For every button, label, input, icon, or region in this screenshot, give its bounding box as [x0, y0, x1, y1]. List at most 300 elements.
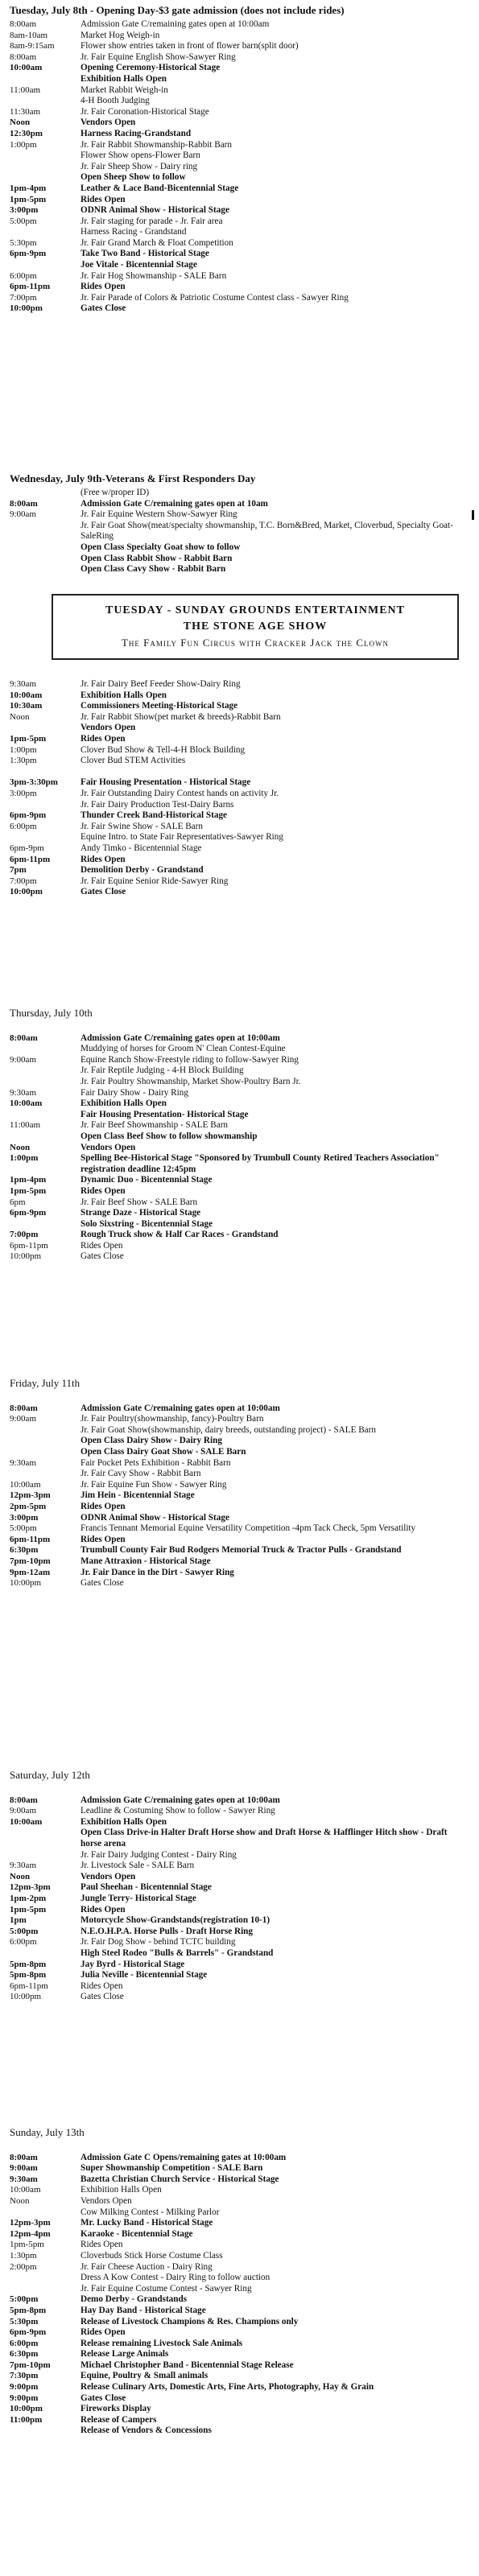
event-description: Fair Pocket Pets Exhibition - Rabbit Barn — [81, 1457, 231, 1468]
event-row — [10, 260, 460, 271]
event-description: Jr. Fair Grand March & Float Competition — [81, 237, 233, 248]
event-row — [10, 1480, 460, 1491]
event-description: Jr. Fair Dairy Production Test-Dairy Barns — [81, 799, 234, 810]
event-row — [10, 183, 460, 195]
event-time: 9:00am — [10, 2163, 38, 2174]
event-time — [10, 2284, 81, 2295]
event-row — [10, 1241, 460, 1252]
event-row — [10, 1022, 460, 1033]
event-description: Gates Close — [81, 887, 126, 897]
event-row — [10, 2163, 460, 2174]
event-row — [10, 19, 460, 31]
event-row — [10, 1153, 460, 1175]
event-time: 6pm — [10, 1197, 26, 1207]
event-time — [10, 96, 81, 107]
event-description: Gates Close — [81, 1992, 124, 2002]
event-description: Rides Open — [81, 282, 126, 292]
event-time: 3:00pm — [10, 205, 39, 216]
event-description: Rides Open — [81, 1980, 123, 1991]
event-time — [10, 1110, 81, 1121]
event-row — [10, 52, 460, 64]
event-description: Demo Derby - Grandstands — [81, 2294, 188, 2305]
event-description: Vendors Open — [81, 723, 136, 733]
event-description: Mane Attraxion - Historical Stage — [81, 1556, 211, 1566]
event-description: Jr. Livestock Sale - SALE Barn — [81, 1861, 195, 1871]
event-description: Joe Vitale - Bicentennial Stage — [81, 260, 197, 270]
entertainment-banner — [52, 594, 459, 660]
event-description: Cow Milking Contest - Milking Parlor — [81, 2207, 220, 2217]
event-description: Open Class Dairy Show - Dairy Ring — [81, 1436, 222, 1446]
event-row — [10, 1927, 460, 1938]
event-row — [10, 800, 460, 811]
event-row — [10, 195, 460, 206]
event-description: Open Class Rabbit Show - Rabbit Barn — [81, 553, 233, 563]
event-time: 6:30pm — [10, 1545, 39, 1556]
event-time: 11:00pm — [10, 2414, 43, 2425]
event-row — [10, 1175, 460, 1186]
event-time: 9:00pm — [10, 2393, 39, 2403]
event-row — [10, 564, 460, 575]
event-row — [10, 745, 460, 756]
event-time: 6pm-9pm — [10, 843, 44, 853]
event-description: Jr. Fair Rabbit Showmanship-Rabbit Barn — [81, 139, 233, 150]
event-description: Gates Close — [81, 303, 126, 314]
event-time — [10, 1392, 81, 1403]
event-row — [10, 227, 460, 238]
event-description: Jr. Fair Swine Show - SALE Barn — [81, 821, 203, 831]
event-description: Jr. Fair Poultry(showmanship, fancy)-Poultry Barn — [81, 1414, 264, 1424]
event-row — [10, 1208, 460, 1219]
event-row — [10, 1131, 460, 1143]
event-time — [10, 1219, 81, 1230]
event-description: Exhibition Halls Open — [81, 73, 167, 84]
event-time — [10, 150, 81, 162]
event-description: Strange Daze - Historical Stage — [81, 1208, 201, 1218]
event-time — [10, 2273, 81, 2284]
event-description: Equine Ranch Show-Freestyle riding to follow-Sawyer Ring — [81, 1054, 299, 1065]
event-time: 1:30pm — [10, 756, 37, 766]
event-description: N.E.O.H.P.A. Horse Pulls - Draft Horse Ring — [81, 1926, 253, 1936]
event-description: 4-H Booth Judging — [81, 96, 150, 106]
event-row — [10, 2196, 460, 2207]
event-description: Hay Day Band - Historical Stage — [81, 2305, 206, 2315]
event-time — [10, 1065, 81, 1077]
event-description: Open Class Drive-in Halter Draft Horse show and Draft Horse & Hafflinger Hitch show - Draft horse arena — [81, 1828, 448, 1849]
event-time: 6:00pm — [10, 2338, 39, 2348]
day-wednesday-continued — [10, 678, 460, 898]
event-row — [10, 1044, 460, 1055]
event-description: Muddying of horses for Groom N' Clean Contest-Equine — [81, 1044, 286, 1054]
event-time: 9:30am — [10, 1861, 36, 1871]
event-time: 9:00am — [10, 509, 36, 520]
event-row — [10, 701, 460, 712]
event-row — [10, 2185, 460, 2196]
event-row — [10, 129, 460, 140]
event-row — [10, 2207, 460, 2219]
event-row — [10, 1065, 460, 1077]
event-description: Jr. Fair Parade of Colors & Patriotic Costume Contest class - Sawyer Ring — [81, 292, 349, 303]
event-time: 12pm-3pm — [10, 1882, 51, 1893]
event-time: 1pm-5pm — [10, 194, 47, 204]
event-row — [10, 2415, 460, 2426]
event-description: Jr. Fair Goat Show(meat/specialty showmanship, T.C. Born&Bred, Market, Cloverbud, Specialty Goat-SaleRing — [81, 520, 453, 542]
event-list — [10, 1022, 460, 1263]
event-row — [10, 1545, 460, 1556]
event-time — [10, 74, 81, 85]
event-time — [10, 832, 81, 843]
event-time: 9pm-12am — [10, 1567, 51, 1577]
event-description: Release Culinary Arts, Domestic Arts, Fine Arts, Photography, Hay & Grain — [81, 2382, 374, 2393]
event-time: 7:30pm — [10, 2371, 39, 2381]
event-time: 11:30am — [10, 106, 41, 117]
event-description: Mr. Lucky Band - Historical Stage — [81, 2218, 213, 2228]
event-list — [10, 1392, 460, 1589]
event-row — [10, 1850, 460, 1861]
event-description: Admission Gate C/remaining gates open at 10:00am — [81, 1032, 280, 1043]
margin-marker — [472, 510, 474, 520]
event-description: Super Showmanship Competition - SALE Barn — [81, 2163, 263, 2174]
event-row — [10, 1970, 460, 1981]
event-row — [10, 2273, 460, 2284]
event-time: 1pm — [10, 1915, 27, 1926]
event-time: 1pm-4pm — [10, 1175, 47, 1185]
event-description: Jr. Fair Dairy Judging Contest - Dairy Ring — [81, 1849, 237, 1860]
event-list — [10, 488, 460, 575]
event-time: 5pm-8pm — [10, 2305, 47, 2315]
event-time — [10, 2207, 81, 2219]
event-time: 10:30am — [10, 701, 43, 711]
event-time — [10, 1850, 81, 1861]
event-time: 12pm-3pm — [10, 1490, 51, 1501]
event-time — [10, 521, 81, 542]
event-description: Andy Timko - Bicentennial Stage — [81, 843, 202, 853]
event-description: Bazetta Christian Church Service - Historical Stage — [81, 2174, 279, 2184]
event-description: Rough Truck show & Half Car Races - Grandstand — [81, 1230, 279, 1240]
event-description: Open Class Cavy Show - Rabbit Barn — [81, 564, 226, 575]
event-row — [10, 2141, 460, 2153]
event-description: Commissioners Meeting-Historical Stage — [81, 701, 238, 711]
event-description: Admission Gate C Opens/remaining gates at 10:00am — [81, 2152, 287, 2162]
banner-line-3: The Family Fun Circus with Cracker Jack the Clown — [121, 637, 390, 649]
event-row — [10, 2339, 460, 2350]
event-description: Admission Gate C/remaining gates open at 10:00am — [81, 1403, 280, 1413]
event-time: 6:30pm — [10, 2349, 39, 2360]
event-description: Motorcycle Show-Grandstands(registration 10-1) — [81, 1915, 270, 1926]
event-row — [10, 1392, 460, 1403]
event-row — [10, 832, 460, 843]
event-row — [10, 282, 460, 293]
event-row — [10, 1077, 460, 1088]
event-time: 1:00pm — [10, 139, 37, 150]
event-description: Opening Ceremony-Historical Stage — [81, 63, 221, 73]
event-description: Jr. Fair Beef Show - SALE Barn — [81, 1197, 198, 1207]
event-row — [10, 1905, 460, 1916]
event-description: Admission Gate C/remaining gates open at 10:00am — [81, 1795, 280, 1805]
event-description: Release of Vendors & Concessions — [81, 2426, 212, 2436]
event-time: 6pm-11pm — [10, 282, 51, 292]
event-row — [10, 2174, 460, 2186]
event-row — [10, 810, 460, 822]
event-description: Vendors Open — [81, 2195, 132, 2206]
event-row — [10, 140, 460, 151]
event-description: Take Two Band - Historical Stage — [81, 249, 209, 259]
event-time: 1:00pm — [10, 744, 37, 755]
event-time: 3:00pm — [10, 1512, 39, 1523]
event-description: Jr. Fair Equine Fun Show - Sawyer Ring — [81, 1479, 227, 1490]
event-time: 9:30am — [10, 679, 36, 689]
event-description: Rides Open — [81, 854, 126, 864]
event-description: Rides Open — [81, 1240, 123, 1251]
event-time: 9:30am — [10, 2174, 38, 2184]
event-time — [10, 172, 81, 183]
event-row — [10, 1098, 460, 1110]
event-row — [10, 734, 460, 745]
event-time: 10:00am — [10, 1098, 43, 1109]
event-description: Rides Open — [81, 1185, 126, 1196]
event-time: 6pm-11pm — [10, 1534, 51, 1544]
event-row — [10, 2306, 460, 2317]
event-time — [10, 1425, 81, 1436]
event-time: 8:00am — [10, 52, 36, 62]
event-row — [10, 1937, 460, 1948]
event-time: 10:00am — [10, 1479, 41, 1490]
event-description: ODNR Animal Show - Historical Stage — [81, 205, 229, 216]
event-description: ODNR Animal Show - Historical Stage — [81, 1512, 229, 1523]
event-row — [10, 1806, 460, 1817]
event-row — [10, 2317, 460, 2328]
event-time: 10:00pm — [10, 303, 43, 314]
day-friday — [10, 1376, 460, 1589]
event-description: Open Class Beef Show to follow showmanship — [81, 1131, 258, 1141]
event-row — [10, 2426, 460, 2437]
event-time: 1pm-5pm — [10, 2240, 44, 2250]
event-description: Jr. Fair Coronation-Historical Stage — [81, 106, 209, 117]
event-description: Gates Close — [81, 2393, 126, 2403]
event-time: 1pm-5pm — [10, 1185, 47, 1196]
event-time: 10:00pm — [10, 1251, 42, 1262]
event-description: Rides Open — [81, 733, 126, 744]
event-time — [10, 1784, 81, 1795]
event-row — [10, 1469, 460, 1480]
event-description: Jr. Fair Reptile Judging - 4-H Block Building — [81, 1065, 244, 1076]
event-time — [10, 488, 81, 499]
event-time: 5:00pm — [10, 216, 37, 226]
event-time: 5pm-8pm — [10, 1970, 47, 1980]
event-description: High Steel Rodeo "Bulls & Barrels" - Grandstand — [81, 1947, 274, 1958]
event-row — [10, 723, 460, 734]
event-row — [10, 1556, 460, 1568]
event-row — [10, 1523, 460, 1535]
event-row — [10, 2229, 460, 2240]
day-title: Friday, July 11th — [10, 1377, 81, 1389]
event-time: 9:30am — [10, 1457, 36, 1468]
event-row — [10, 2327, 460, 2339]
event-time: Noon — [10, 117, 31, 128]
event-row — [10, 1828, 460, 1849]
event-time: 8am-9:15am — [10, 41, 55, 52]
event-description: Market Rabbit Weigh-in — [81, 84, 168, 95]
event-time: 11:00am — [10, 84, 41, 95]
event-description: Jr. Fair staging for parade - Jr. Fair area — [81, 216, 223, 226]
event-description: Jr. Fair Equine Costume Contest - Sawyer Ring — [81, 2283, 252, 2294]
event-time — [10, 260, 81, 271]
event-row — [10, 1055, 460, 1066]
event-description: Fair Housing Presentation- Historical Stage — [81, 1109, 249, 1119]
event-description: Trumbull County Fair Bud Rodgers Memorial Truck & Tractor Pulls - Grandstand — [81, 1545, 402, 1556]
event-row — [10, 63, 460, 74]
event-description: Release Large Animals — [81, 2349, 169, 2360]
event-time: 10:00pm — [10, 1992, 42, 2002]
event-description: Flower show entries taken in front of flower barn(split door) — [81, 41, 299, 52]
event-time: 6pm-11pm — [10, 1240, 48, 1251]
event-row — [10, 1915, 460, 1927]
event-row — [10, 843, 460, 855]
event-time: 3pm-3:30pm — [10, 777, 58, 788]
event-row — [10, 150, 460, 162]
event-time: 1:30pm — [10, 2250, 37, 2261]
event-row — [10, 499, 460, 510]
event-description: Exhibition Halls Open — [81, 1098, 167, 1109]
event-row — [10, 1872, 460, 1883]
day-title: Tuesday, July 8th - Opening Day-$3 gate admission (does not include rides) — [10, 4, 345, 16]
event-time: 12pm-3pm — [10, 2218, 51, 2228]
event-row — [10, 876, 460, 888]
event-time: 7:00pm — [10, 1230, 39, 1240]
event-row — [10, 2393, 460, 2405]
event-row — [10, 865, 460, 876]
event-time: 10:00pm — [10, 1578, 42, 1589]
event-time: 7pm — [10, 865, 27, 876]
event-description: Jr. Fair Hog Showmanship - SALE Barn — [81, 270, 227, 281]
event-row — [10, 172, 460, 183]
event-row — [10, 1981, 460, 1993]
event-row — [10, 1186, 460, 1197]
event-row — [10, 756, 460, 767]
event-time — [10, 227, 81, 238]
event-row — [10, 1960, 460, 1971]
event-time: 8:00am — [10, 1032, 38, 1043]
event-description: Vendors Open — [81, 1142, 136, 1152]
event-description: Exhibition Halls Open — [81, 1816, 167, 1827]
event-description: Rides Open — [81, 194, 126, 204]
event-row — [10, 1414, 460, 1425]
event-description: Jr. Fair Rabbit Show(pet market & breeds)-Rabbit Barn — [81, 711, 281, 722]
event-description: Vendors Open — [81, 117, 136, 128]
event-description: Market Hog Weigh-in — [81, 30, 160, 40]
event-row — [10, 2153, 460, 2164]
banner-line-2: THE STONE AGE SHOW — [183, 620, 328, 633]
event-list — [10, 679, 460, 898]
day-saturday — [10, 1768, 460, 2003]
event-description — [81, 1784, 460, 1795]
event-time — [10, 1044, 81, 1055]
event-description: Jr. Fair Dance in the Dirt - Sawyer Ring — [81, 1567, 234, 1577]
event-time: 9:00am — [10, 1806, 36, 1816]
event-row — [10, 1143, 460, 1154]
event-description: Demolition Derby - Grandstand — [81, 865, 204, 876]
event-time: 9:00am — [10, 1414, 36, 1424]
event-description — [81, 1392, 460, 1403]
event-row — [10, 2284, 460, 2295]
event-description: Open Sheep Show to follow — [81, 172, 186, 183]
event-description: Equine, Poultry & Small animals — [81, 2371, 209, 2381]
event-description: Fair Dairy Show - Dairy Ring — [81, 1087, 188, 1098]
event-list — [10, 19, 460, 315]
event-time: 6:00pm — [10, 821, 37, 831]
event-time: 5pm-8pm — [10, 1959, 47, 1969]
day-tuesday — [10, 3, 460, 315]
event-time — [10, 162, 81, 173]
event-description: Dress A Kow Contest - Dairy Ring to follow auction — [81, 2273, 270, 2283]
event-description — [81, 767, 460, 778]
event-description: Jr. Fair Outstanding Dairy Contest hands on activity Jr. — [81, 788, 279, 798]
event-time — [10, 1131, 81, 1143]
event-time: 5:00pm — [10, 1523, 37, 1534]
event-time — [10, 767, 81, 778]
event-description: Gates Close — [81, 1578, 124, 1589]
event-time: 7pm-10pm — [10, 2360, 51, 2370]
event-row — [10, 1120, 460, 1131]
event-description: Admission Gate C/remaining gates open at 10:00am — [81, 19, 270, 29]
event-row — [10, 1251, 460, 1263]
event-time — [10, 1436, 81, 1447]
event-time: 10:00am — [10, 690, 43, 700]
event-description: Jr. Fair Dairy Beef Feeder Show-Dairy Ring — [81, 679, 241, 689]
event-description: Harness Racing-Grandstand — [81, 128, 192, 138]
event-row — [10, 205, 460, 216]
event-row — [10, 542, 460, 554]
event-time: 8:00am — [10, 19, 36, 29]
event-time: 12pm-4pm — [10, 2228, 51, 2239]
event-time: 6:00pm — [10, 1937, 37, 1947]
event-description: Francis Tennant Memorial Equine Versatility Competition -4pm Tack Check, 5pm Versatility — [81, 1523, 416, 1534]
event-time: 8am-10am — [10, 30, 48, 40]
event-time: 5:30pm — [10, 2316, 39, 2327]
event-time: 8:00am — [10, 498, 38, 509]
event-time — [10, 1948, 81, 1960]
event-time: 10:00pm — [10, 2404, 43, 2414]
event-row — [10, 789, 460, 800]
event-time: 2pm-5pm — [10, 1501, 47, 1511]
event-row — [10, 2349, 460, 2360]
day-title: Thursday, July 10th — [10, 1007, 93, 1019]
event-row — [10, 1535, 460, 1546]
event-row — [10, 1110, 460, 1121]
event-time — [10, 1469, 81, 1480]
event-time: 11:00am — [10, 1120, 41, 1131]
event-description: Rides Open — [81, 2327, 126, 2338]
event-row — [10, 96, 460, 107]
event-time: 1pm-5pm — [10, 733, 47, 744]
event-row — [10, 2294, 460, 2306]
event-list — [10, 2141, 460, 2437]
event-row — [10, 1230, 460, 1241]
event-description: Release of Campers — [81, 2414, 157, 2425]
event-description: Rides Open — [81, 1904, 126, 1914]
event-description: Jay Byrd - Historical Stage — [81, 1959, 185, 1969]
event-row — [10, 216, 460, 228]
event-time — [10, 1077, 81, 1088]
event-time: 1pm-4pm — [10, 183, 47, 193]
event-description: Harness Racing - Grandstand — [81, 227, 187, 237]
event-row — [10, 690, 460, 702]
event-time: 8:00am — [10, 1403, 38, 1413]
event-description: Jr. Fair Sheep Show - Dairy ring — [81, 161, 198, 171]
event-description: Michael Christopher Band - Bicentennial Stage Release — [81, 2360, 294, 2370]
event-row — [10, 117, 460, 129]
event-row — [10, 1436, 460, 1447]
event-row — [10, 767, 460, 778]
